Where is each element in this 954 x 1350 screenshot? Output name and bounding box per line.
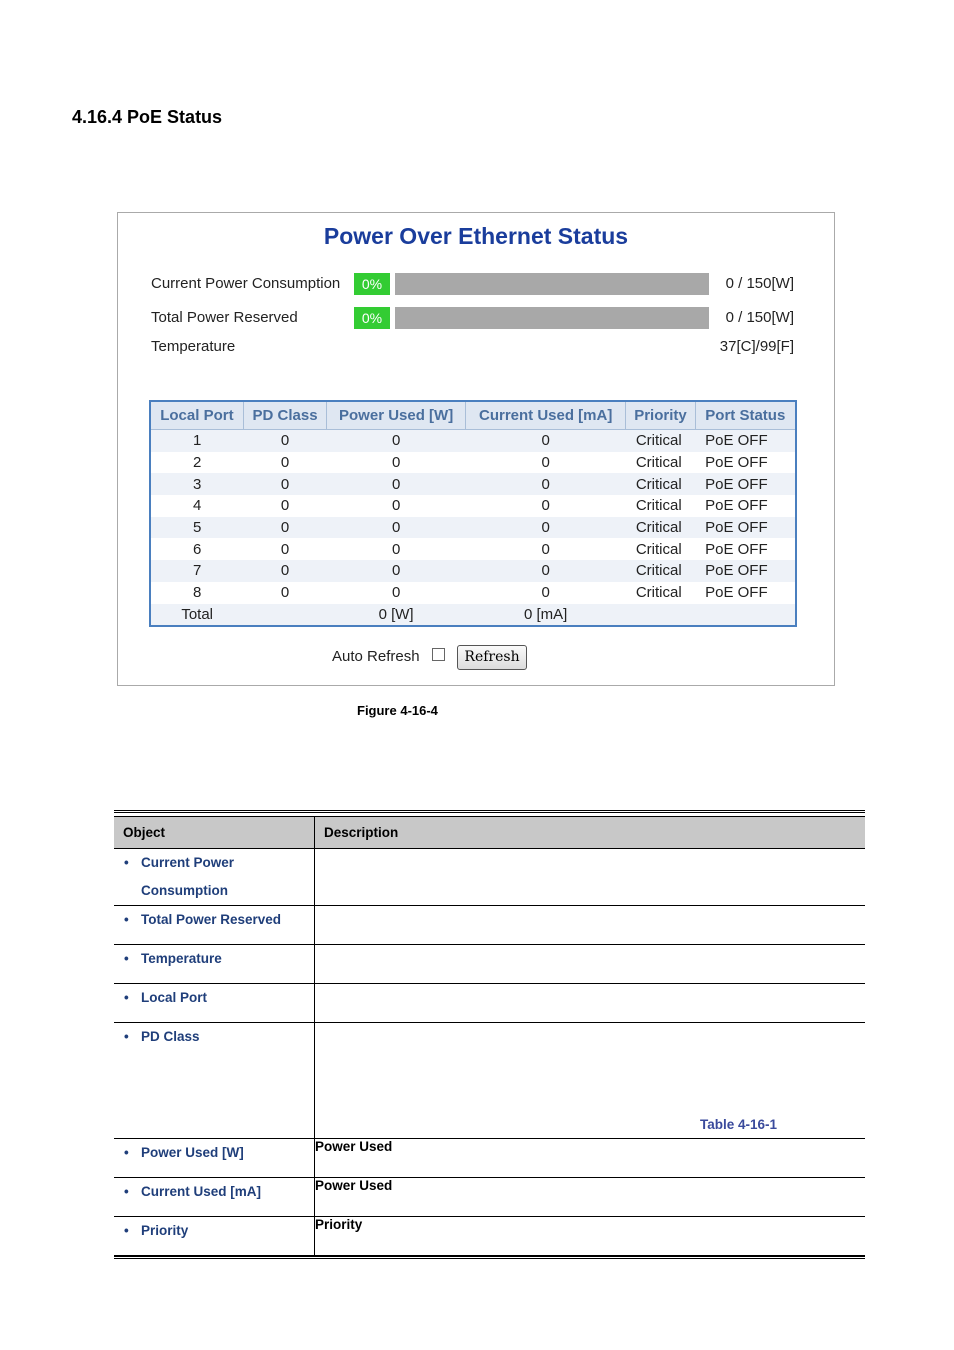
panel-title: Power Over Ethernet Status — [323, 223, 629, 249]
cell-power-used: 0 — [327, 473, 466, 495]
cell-priority: Critical — [626, 538, 695, 560]
cell-pd-class: 0 — [243, 582, 326, 604]
cell-local-port: 5 — [150, 517, 243, 539]
cell-pd-class: 0 — [243, 538, 326, 560]
description-table — [114, 810, 865, 1259]
cell-current-used: 0 — [465, 452, 625, 474]
cell-pd-class: 0 — [243, 517, 326, 539]
table-row — [114, 1023, 865, 1139]
cell-local-port: 3 — [150, 473, 243, 495]
cell-power-used: 0 — [327, 538, 466, 560]
table-row — [150, 582, 796, 604]
table-row — [150, 473, 796, 495]
total-reserved-value: 0 / 150[W] — [725, 309, 794, 326]
total-reserved-label: Total Power Reserved — [151, 309, 298, 326]
cell-port-status: PoE OFF — [695, 430, 796, 452]
cell-power-used: 0 — [327, 452, 466, 474]
cell-local-port: 4 — [150, 495, 243, 517]
cell-power-used: 0 — [327, 517, 466, 539]
refresh-button[interactable]: Refresh — [457, 645, 527, 670]
table-row — [150, 430, 796, 452]
object-name: • Current Used [mA] — [124, 1178, 314, 1206]
table-row — [114, 984, 865, 1023]
object-name: • Temperature — [124, 945, 314, 973]
cell-current-used: 0 — [465, 495, 625, 517]
table-row — [114, 945, 865, 984]
cell-current-used: 0 — [465, 582, 625, 604]
table-row — [150, 560, 796, 582]
total-reserved-percent: 0% — [354, 307, 390, 329]
current-power-value: 0 / 150[W] — [725, 275, 794, 292]
cell-current-used: 0 — [465, 560, 625, 582]
cell-priority: Critical — [626, 582, 695, 604]
table-row — [150, 495, 796, 517]
cell-pd-class: 0 — [243, 495, 326, 517]
table-row — [114, 1217, 865, 1256]
object-name: • Total Power Reserved — [124, 906, 314, 934]
section-title: 4.16.4 PoE Status — [72, 107, 223, 127]
header-power-used: Power Used [W] — [327, 401, 466, 430]
cell-priority: Critical — [626, 430, 695, 452]
cell-local-port: 2 — [150, 452, 243, 474]
cell-port-status: PoE OFF — [695, 495, 796, 517]
cell-power-used: 0 — [327, 495, 466, 517]
object-description: Priority — [315, 1217, 363, 1232]
header-pd-class: PD Class — [243, 401, 326, 430]
object-name: • Current Power Consumption — [124, 849, 251, 905]
cell-local-port: 1 — [150, 430, 243, 452]
cell-port-status: PoE OFF — [695, 538, 796, 560]
cell-local-port: 7 — [150, 560, 243, 582]
temperature-value: 37[C]/99[F] — [719, 338, 794, 355]
poe-port-table — [149, 400, 797, 627]
cell-port-status: PoE OFF — [695, 452, 796, 474]
header-description: Description — [315, 817, 866, 849]
poe-status-panel — [117, 212, 835, 686]
cell-port-status: PoE OFF — [695, 473, 796, 495]
cell-current-used: 0 — [465, 538, 625, 560]
header-object: Object — [114, 817, 315, 849]
auto-refresh-label: Auto Refresh — [332, 648, 420, 665]
cell-pd-class: 0 — [243, 560, 326, 582]
table-row — [150, 517, 796, 539]
cell-current-used: 0 — [465, 517, 625, 539]
cell-pd-class: 0 — [243, 452, 326, 474]
auto-refresh-checkbox[interactable] — [432, 648, 445, 661]
cell-port-status: PoE OFF — [695, 517, 796, 539]
cell-priority: Critical — [626, 560, 695, 582]
cell-local-port: 8 — [150, 582, 243, 604]
cell-priority: Critical — [626, 452, 695, 474]
table-row — [150, 538, 796, 560]
object-description: Power Used — [315, 1139, 393, 1154]
table-row — [150, 452, 796, 474]
cell-current-used: 0 — [465, 473, 625, 495]
total-label: Total — [150, 604, 243, 627]
header-port-status: Port Status — [695, 401, 796, 430]
header-local-port: Local Port — [150, 401, 243, 430]
cell-port-status: PoE OFF — [695, 560, 796, 582]
cell-pd-class: 0 — [243, 473, 326, 495]
cell-priority: Critical — [626, 473, 695, 495]
cell-power-used: 0 — [327, 582, 466, 604]
object-name: • Priority — [124, 1217, 314, 1245]
table-row — [114, 1139, 865, 1178]
cell-power-used: 0 — [327, 560, 466, 582]
object-name: • Local Port — [124, 984, 314, 1012]
cell-pd-class: 0 — [243, 430, 326, 452]
object-description: Power Used — [315, 1178, 393, 1193]
temperature-label: Temperature — [151, 338, 236, 355]
current-power-bar — [395, 273, 709, 295]
total-current: 0 [mA] — [465, 604, 625, 627]
table-reference-link[interactable]: Table 4-16-1 — [700, 1117, 778, 1132]
total-reserved-bar — [395, 307, 709, 329]
table-row — [114, 906, 865, 945]
object-name: • PD Class — [124, 1023, 314, 1051]
header-current-used: Current Used [mA] — [465, 401, 625, 430]
table-row — [114, 849, 865, 906]
current-power-label: Current Power Consumption — [151, 275, 341, 292]
current-power-percent: 0% — [354, 273, 390, 295]
figure-caption: Figure 4-16-4 — [357, 703, 438, 718]
cell-priority: Critical — [626, 495, 695, 517]
cell-priority: Critical — [626, 517, 695, 539]
total-row — [150, 604, 796, 627]
cell-current-used: 0 — [465, 430, 625, 452]
cell-power-used: 0 — [327, 430, 466, 452]
table-row — [114, 1178, 865, 1217]
cell-local-port: 6 — [150, 538, 243, 560]
header-priority: Priority — [626, 401, 695, 430]
object-name: • Power Used [W] — [124, 1139, 314, 1167]
cell-port-status: PoE OFF — [695, 582, 796, 604]
total-power: 0 [W] — [327, 604, 466, 627]
